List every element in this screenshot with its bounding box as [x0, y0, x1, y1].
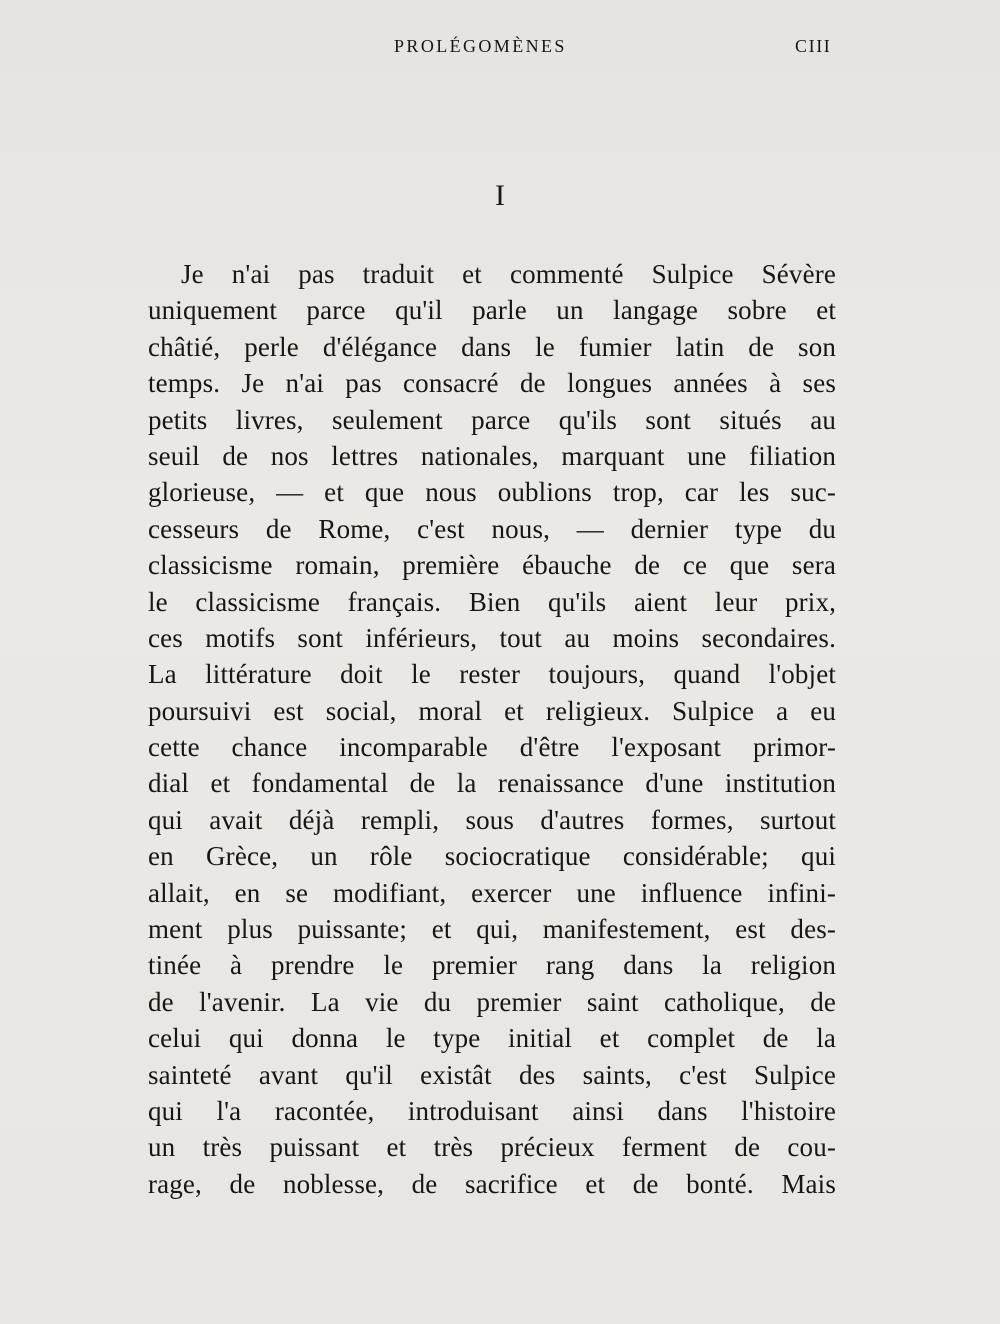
text-line: cette chance incomparable d'être l'exposant primor- — [148, 732, 836, 763]
body-text — [148, 256, 836, 1202]
text-line: dial et fondamental de la renaissance d'une institution — [148, 768, 836, 799]
text-line: qui l'a racontée, introduisant ainsi dans l'histoire — [148, 1095, 836, 1126]
text-line: sainteté avant qu'il existât des saints, c'est Sulpice — [148, 1059, 836, 1090]
running-title: PROLÉGOMÈNES — [394, 36, 567, 56]
text-line: glorieuse, — et que nous oublions trop, car les suc- — [148, 477, 836, 508]
text-line: Je n'ai pas traduit et commenté Sulpice Sévère — [181, 259, 836, 289]
text-line: ment plus puissante; et qui, manifestement, est des- — [148, 914, 836, 945]
text-line: seuil de nos lettres nationales, marquant une filiation — [148, 440, 836, 471]
text-line: classicisme romain, première ébauche de ce que sera — [148, 550, 836, 581]
text-line: châtié, perle d'élégance dans le fumier latin de son — [148, 331, 836, 362]
text-line: temps. Je n'ai pas consacré de longues années à ses — [148, 368, 836, 399]
section-number: I — [495, 179, 505, 212]
text-line: le classicisme français. Bien qu'ils aient leur prix, — [148, 586, 836, 617]
text-line: La littérature doit le rester toujours, quand l'objet — [148, 659, 836, 690]
page-number: CIII — [795, 36, 832, 56]
text-line: ces motifs sont inférieurs, tout au moins secondaires. — [148, 622, 836, 653]
running-head — [0, 36, 1000, 64]
text-line: poursuivi est social, moral et religieux. Sulpice a eu — [148, 695, 836, 726]
text-line: un très puissant et très précieux ferment de cou- — [148, 1132, 836, 1163]
text-line: uniquement parce qu'il parle un langage sobre et — [148, 295, 836, 326]
text-line: celui qui donna le type initial et complet de la — [148, 1023, 836, 1054]
text-line: tinée à prendre le premier rang dans la religion — [148, 950, 836, 981]
text-line: en Grèce, un rôle sociocratique considérable; qui — [148, 841, 836, 872]
text-line: allait, en se modifiant, exercer une influence infini- — [148, 877, 836, 908]
text-line: de l'avenir. La vie du premier saint catholique, de — [148, 986, 836, 1017]
text-line: qui avait déjà rempli, sous d'autres formes, surtout — [148, 804, 836, 835]
text-line: cesseurs de Rome, c'est nous, — dernier type du — [148, 513, 836, 544]
text-line: petits livres, seulement parce qu'ils sont situés au — [148, 404, 836, 435]
text-line: rage, de noblesse, de sacrifice et de bonté. Mais — [148, 1168, 836, 1199]
